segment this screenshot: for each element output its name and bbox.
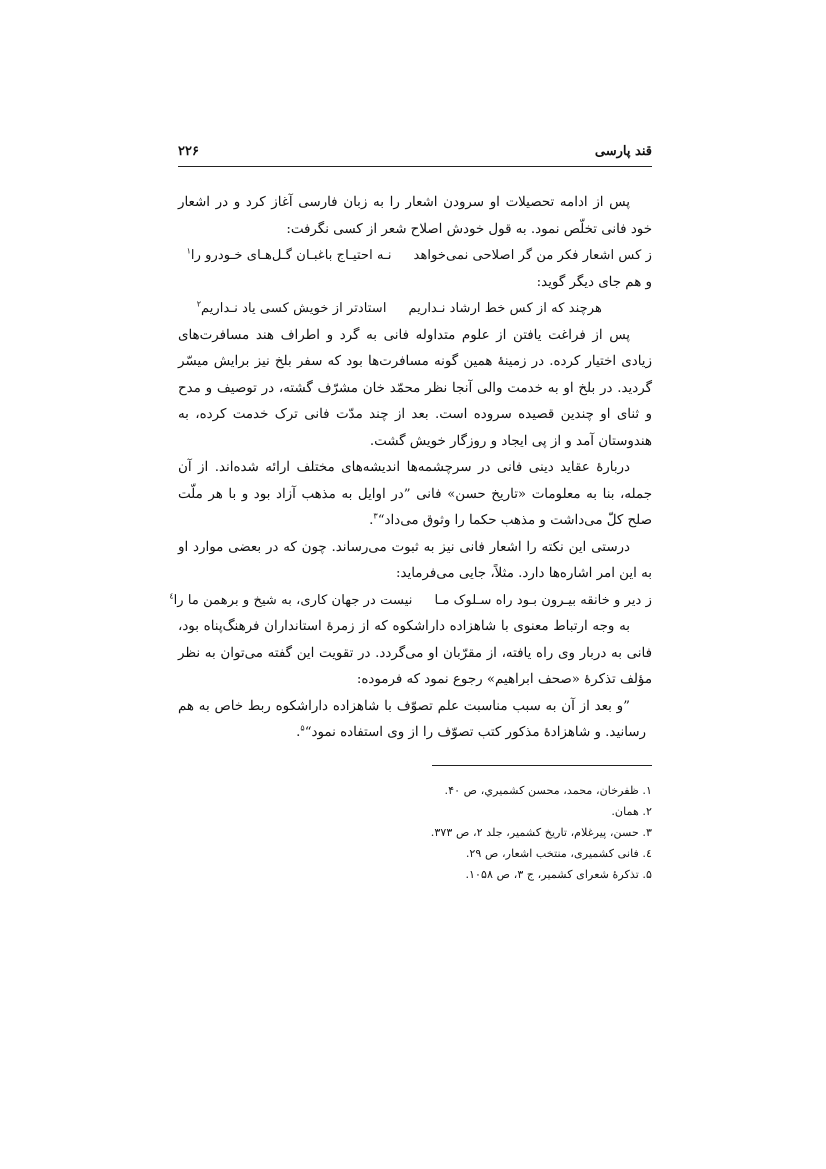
paragraph-3: پس از فراغت یافتن از علوم متداوله فانی به گرد و اطراف هند مسافرت‌های زیادی اختیار کرده. در زمینهٔ همین گونه مسافرت‌ها بود که سفر بلخ نیز برایش میسّر گردید. در بلخ او به خدمت والی آنجا نظر محمّد خان مشرّف گشته، در توصیف و مدح و ثنای او چندین قصیده سروده است. بعد از چند مدّت فانی ترک خدمت کرده، به هندوستان آمد و از پی ایجاد و روزگار خویش گشت.: [178, 327, 652, 449]
footnote-ref-2: ۲: [196, 299, 201, 309]
paragraph-4: دربارهٔ عقاید دینی فانی در سرچشمه‌ها اندیشه‌های مختلف ارائه شده‌اند. از آن جمله، بنا به معلومات «تاریخ حسن» فانی ”در اوایل به مذهب آزاد بود و با هر ملّت صلح کلّ می‌داشت و مذهب حکما را وثوق می‌داد“$^۳$.: [178, 460, 652, 528]
verse-1: [178, 243, 652, 270]
verse-3-hemistich-1: ز دیر و خانقه بیـرون بـود راه سـلوک مـا: [434, 592, 652, 608]
footnote-1: ۱. ظفرخان، محمد، محسن کشمیري، ص ۴۰.: [444, 783, 652, 797]
footnote-ref-4: ٤: [169, 591, 174, 601]
verse-3: [169, 588, 652, 615]
verse-1-hemistich-2: نـه احتیـاج باغبـان گـل‌هـای خـودرو را$^۱$: [186, 246, 392, 263]
footnote-rule: [432, 765, 652, 766]
book-page: [169, 142, 652, 885]
paragraph-6: به وجه ارتباط معنوی با شاهزاده داراشکوه که از زمرهٔ استانداران فرهنگ‌پناه بود، فانی به دربار وی راه یافته، از مقرّبان او می‌گردد. در تقویت این گفته می‌توان به نظر مؤلف تذکرهٔ «صحف ابراهیم» رجوع نمود که فرموده:: [178, 619, 652, 687]
page-header: [178, 142, 652, 164]
verse-2-hemistich-2: استادتر از خویش کسی یاد نـداریم$^۲$: [196, 299, 387, 316]
body-text: [169, 190, 652, 747]
block-quote: ”و بعد از آن به سبب مناسبت علم تصوّف با شاهزاده داراشکوه ربط خاص به هم رسانید. و شاهزادهٔ مذکور کتب تصوّف را از وی استفاده نمود“$^۵$.: [178, 698, 646, 740]
verse-2-hemistich-1: هرچند که از کس خط ارشاد نـداریم: [408, 301, 602, 316]
verse-2: [178, 296, 652, 323]
footnote-ref-1: ۱: [186, 246, 191, 256]
running-title: قند پارسی: [594, 144, 652, 159]
footnote-4: ٤. فانی کشمیری، منتخب اشعار، ص ۲۹.: [465, 846, 652, 860]
page-number: ۲۲۶: [178, 144, 199, 159]
paragraph-1: پس از ادامه تحصیلات او سرودن اشعار را به زبان فارسی آغاز کرد و در اشعار خود فانی تخلّص نمود. به قول خودش اصلاح شعر از کسی نگرفت:: [178, 195, 652, 237]
paragraph-2: و هم جای دیگر گوید:: [536, 274, 652, 290]
paragraph-5: درستی این نکته را اشعار فانی نیز به ثبوت می‌رساند. چون که در بعضی موارد او به این امر اشاره‌ها دارد. مثلاً، جایی می‌فرماید:: [178, 539, 652, 581]
footnote-2: ۲. همان.: [611, 804, 652, 818]
header-rule: [178, 166, 652, 167]
verse-1-hemistich-1: ز کس اشعار فکر من گر اصلاحی نمی‌خواهد: [413, 248, 652, 263]
footnotes: [178, 780, 652, 885]
verse-3-hemistich-2: نیست در جهان کاری، به شیخ و برهمن ما را$^٤$: [169, 591, 413, 608]
footnote-ref-3: ۳: [373, 511, 378, 521]
footnote-5: ۵. تذکرهٔ شعرای کشمیر، ج ۳، ص ۱۰۵۸.: [465, 867, 652, 881]
footnote-ref-5: ۵: [300, 723, 305, 733]
footnote-3: ۳. حسن، پیرغلام، تاریخ کشمیر، جلد ۲، ص ۳۷۳.: [430, 825, 652, 839]
